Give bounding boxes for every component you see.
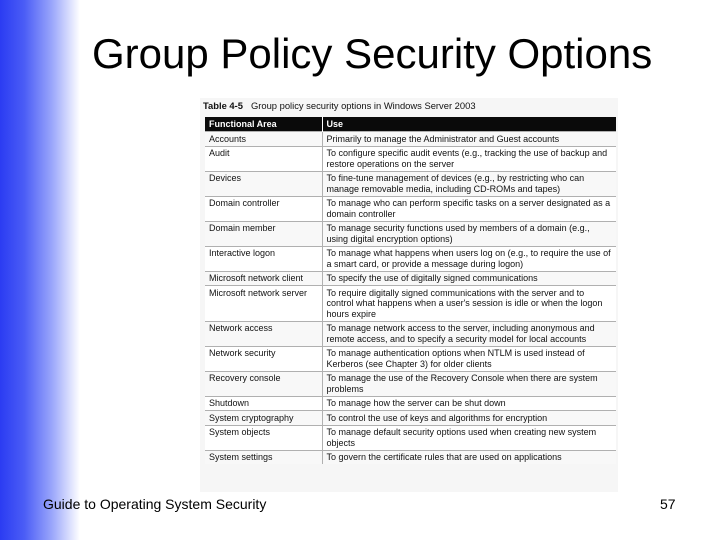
use-cell: Primarily to manage the Administrator and Guest accounts <box>322 132 616 147</box>
table-row <box>205 396 616 411</box>
use-cell: To manage what happens when users log on (e.g., to require the use of a smart card, or provide a message during logon) <box>322 246 616 271</box>
functional-area-cell: Interactive logon <box>205 246 322 271</box>
functional-area-cell: Audit <box>205 146 322 171</box>
slide-title: Group Policy Security Options <box>92 30 653 77</box>
table-row <box>205 132 616 147</box>
policy-table <box>205 117 616 464</box>
functional-area-cell: Microsoft network client <box>205 271 322 286</box>
use-cell: To manage default security options used when creating new system objects <box>322 425 616 450</box>
table-figure <box>200 98 618 492</box>
use-cell: To manage security functions used by members of a domain (e.g., using digital encryption options) <box>322 221 616 246</box>
table-caption <box>203 100 476 111</box>
table-row <box>205 146 616 171</box>
use-cell: To manage how the server can be shut down <box>322 396 616 411</box>
functional-area-cell: System cryptography <box>205 411 322 426</box>
table-row <box>205 246 616 271</box>
table-row <box>205 321 616 346</box>
table-body <box>205 132 616 465</box>
use-cell: To control the use of keys and algorithms for encryption <box>322 411 616 426</box>
functional-area-cell: Domain controller <box>205 196 322 221</box>
functional-area-cell: Recovery console <box>205 371 322 396</box>
table-caption-text: Group policy security options in Windows Server 2003 <box>250 100 476 111</box>
table-row <box>205 171 616 196</box>
use-cell: To manage authentication options when NTLM is used instead of Kerberos (see Chapter 3) for older clients <box>322 346 616 371</box>
functional-area-cell: System settings <box>205 450 322 464</box>
use-cell: To manage the use of the Recovery Console when there are system problems <box>322 371 616 396</box>
use-cell: To require digitally signed communications with the server and to control what happens when a user's session is idle or when the logon hours expire <box>322 286 616 322</box>
page-number: 57 <box>660 496 676 512</box>
table-row <box>205 271 616 286</box>
use-cell: To specify the use of digitally signed communications <box>322 271 616 286</box>
functional-area-cell: Network security <box>205 346 322 371</box>
use-cell: To manage network access to the server, including anonymous and remote access, and to specify a security model for local accounts <box>322 321 616 346</box>
functional-area-cell: Shutdown <box>205 396 322 411</box>
table-row <box>205 411 616 426</box>
table-row <box>205 371 616 396</box>
functional-area-cell: Network access <box>205 321 322 346</box>
functional-area-cell: Accounts <box>205 132 322 147</box>
table-row <box>205 196 616 221</box>
use-cell: To configure specific audit events (e.g., tracking the use of backup and restore operations on the server <box>322 146 616 171</box>
table-row <box>205 286 616 322</box>
table-row <box>205 221 616 246</box>
column-header-functional-area: Functional Area <box>205 117 322 132</box>
table-row <box>205 425 616 450</box>
table-row <box>205 450 616 464</box>
side-gradient-bar <box>0 0 80 540</box>
functional-area-cell: System objects <box>205 425 322 450</box>
footer-text: Guide to Operating System Security <box>43 496 267 512</box>
use-cell: To govern the certificate rules that are used on applications <box>322 450 616 464</box>
table-row <box>205 346 616 371</box>
use-cell: To fine-tune management of devices (e.g., by restricting who can manage removable media, including CD-ROMs and tapes) <box>322 171 616 196</box>
table-header-row <box>205 117 616 132</box>
functional-area-cell: Domain member <box>205 221 322 246</box>
use-cell: To manage who can perform specific tasks on a server designated as a domain controller <box>322 196 616 221</box>
table-caption-label: Table 4-5 <box>203 100 243 111</box>
functional-area-cell: Microsoft network server <box>205 286 322 322</box>
column-header-use: Use <box>322 117 616 132</box>
functional-area-cell: Devices <box>205 171 322 196</box>
